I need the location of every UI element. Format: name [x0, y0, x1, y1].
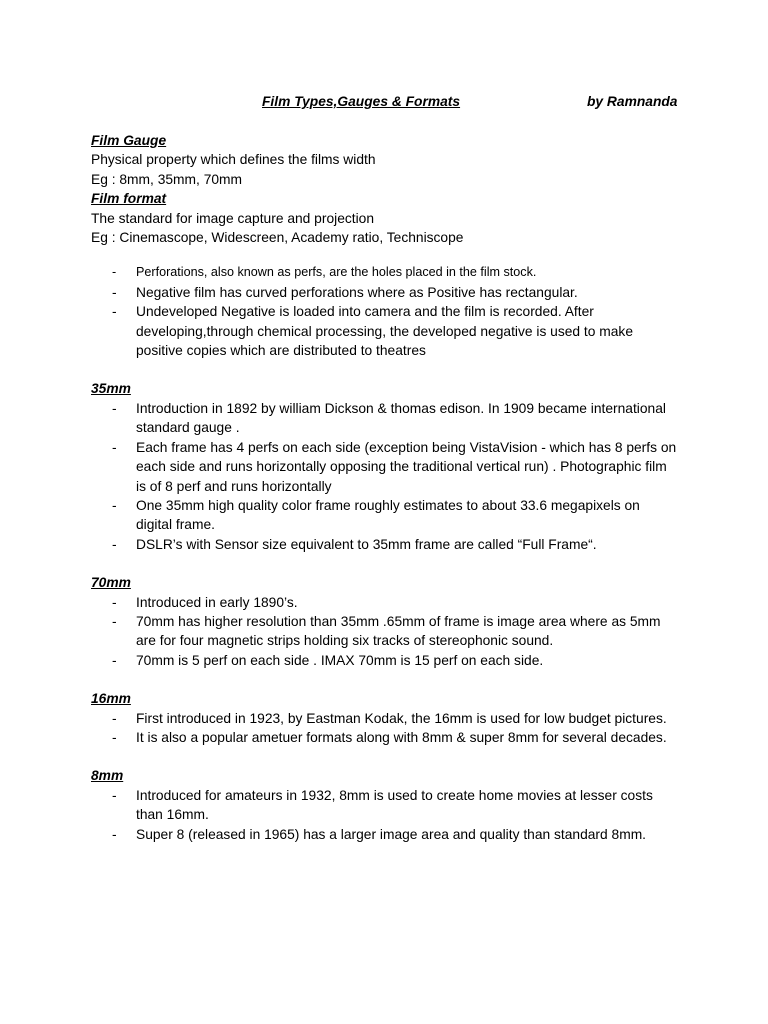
list-item	[91, 825, 681, 844]
list-item	[91, 283, 681, 302]
document-body	[91, 131, 691, 844]
bullet-text: Super 8 (released in 1965) has a larger image area and quality than standard 8mm.	[136, 826, 647, 842]
bullet-text: DSLR’s with Sensor size equivalent to 35mm frame are called “Full Frame“.	[136, 536, 597, 552]
bullet-text: Introduced in early 1890’s.	[136, 594, 298, 610]
list-item	[91, 612, 681, 651]
bullet-dash: -	[112, 826, 117, 842]
bullet-dash: -	[112, 497, 117, 513]
list-item	[91, 786, 681, 825]
document-title: Film Types,Gauges & Formats	[262, 94, 461, 109]
bullet-text: One 35mm high quality color frame roughly estimates to about 33.6 megapixels on digital frame.	[136, 497, 640, 533]
bullet-dash: -	[112, 536, 117, 552]
bullet-text: First introduced in 1923, by Eastman Kodak, the 16mm is used for low budget pictures.	[136, 710, 667, 726]
list-item	[91, 535, 681, 554]
bullet-text: Each frame has 4 perfs on each side (exception being VistaVision - which has 8 perfs on each side and runs horizontally opposing the traditional vertical run) . Photographic film is of 8 perf and runs horizontally	[136, 439, 677, 494]
bullet-list-70mm	[91, 593, 691, 671]
bullet-text: Perforations, also known as perfs, are the holes placed in the film stock.	[136, 265, 537, 280]
spacer	[91, 360, 691, 379]
bullet-text: It is also a popular ametuer formats along with 8mm & super 8mm for several decades.	[136, 729, 667, 745]
section-heading-16mm: 16mm	[91, 691, 131, 707]
film-format-definition: The standard for image capture and projection	[91, 210, 375, 226]
list-item	[91, 263, 681, 282]
list-item	[91, 728, 681, 747]
bullet-text: Introduced for amateurs in 1932, 8mm is used to create home movies at lesser costs than 16mm.	[136, 787, 653, 823]
list-item	[91, 593, 681, 612]
bullet-text: Undeveloped Negative is loaded into camera and the film is recorded. After developing,through chemical processing, the developed negative is used to make positive copies which are distributed to theatres	[136, 304, 634, 359]
bullet-dash: -	[112, 652, 117, 668]
bullet-dash: -	[112, 729, 117, 745]
section-heading-8mm: 8mm	[91, 768, 124, 784]
general-bullet-list	[91, 263, 691, 360]
bullet-dash: -	[112, 613, 117, 629]
film-gauge-definition: Physical property which defines the films width	[91, 152, 376, 168]
list-item	[91, 496, 681, 535]
list-item	[91, 399, 681, 438]
bullet-dash: -	[112, 304, 117, 320]
bullet-list-35mm	[91, 399, 691, 554]
bullet-dash: -	[112, 787, 117, 803]
spacer	[91, 247, 691, 263]
film-format-example: Eg : Cinemascope, Widescreen, Academy ratio, Techniscope	[91, 230, 464, 246]
document-author: by Ramnanda	[587, 94, 678, 109]
list-item	[91, 709, 681, 728]
spacer	[91, 747, 691, 766]
section-heading-70mm: 70mm	[91, 575, 131, 591]
bullet-text: Introduction in 1892 by william Dickson & thomas edison. In 1909 became international standard gauge .	[136, 400, 666, 436]
bullet-dash: -	[112, 284, 117, 300]
spacer	[91, 554, 691, 573]
bullet-dash: -	[112, 400, 117, 416]
film-gauge-example: Eg : 8mm, 35mm, 70mm	[91, 171, 243, 187]
bullet-dash: -	[112, 265, 117, 280]
bullet-text: Negative film has curved perforations where as Positive has rectangular.	[136, 284, 578, 300]
bullet-text: 70mm has higher resolution than 35mm .65mm of frame is image area where as 5mm are for four magnetic strips holding six tracks of stereophonic sound.	[136, 613, 661, 649]
section-heading-35mm: 35mm	[91, 381, 131, 397]
bullet-text: 70mm is 5 perf on each side . IMAX 70mm is 15 perf on each side.	[136, 652, 544, 668]
list-item	[91, 651, 681, 670]
list-item	[91, 438, 681, 496]
spacer	[91, 670, 691, 689]
film-format-heading: Film format	[91, 191, 167, 207]
film-gauge-heading: Film Gauge	[91, 133, 167, 148]
bullet-dash: -	[112, 594, 117, 610]
bullet-list-8mm	[91, 786, 691, 844]
bullet-dash: -	[112, 439, 117, 455]
bullet-list-16mm	[91, 709, 691, 748]
bullet-dash: -	[112, 710, 117, 726]
list-item	[91, 302, 681, 360]
